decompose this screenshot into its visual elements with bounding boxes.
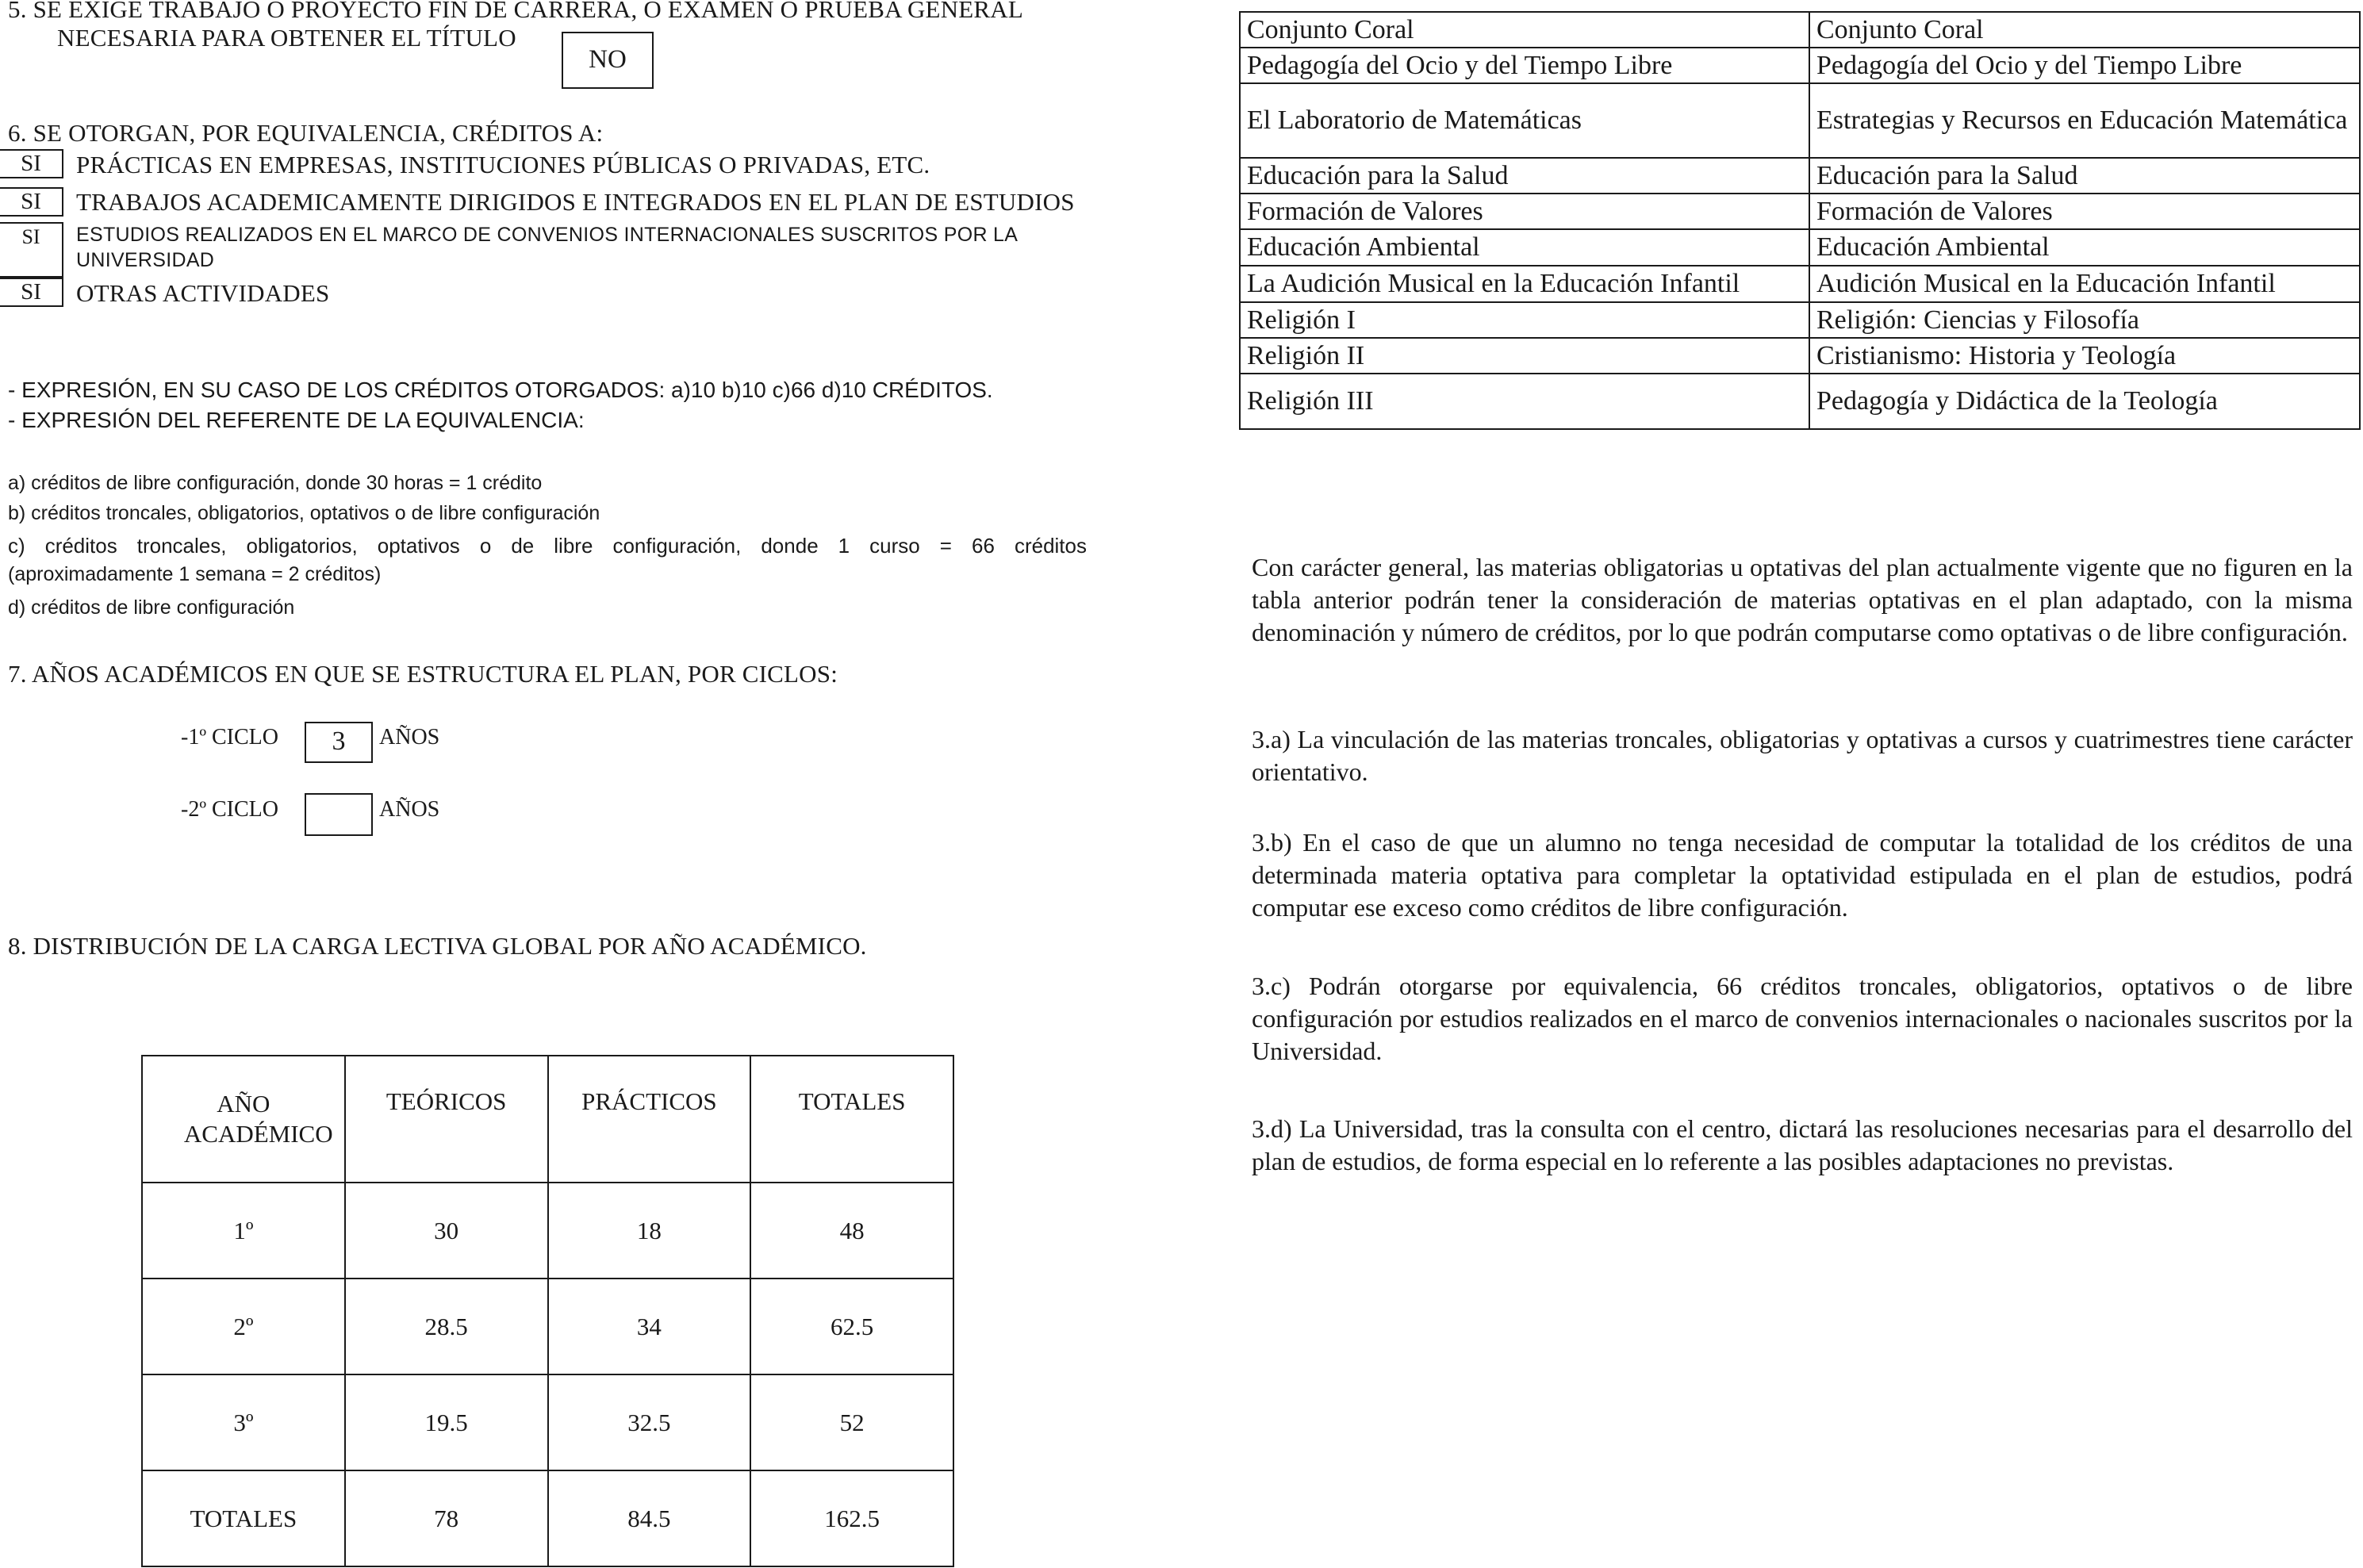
item6-expression-referent: - EXPRESIÓN DEL REFERENTE DE LA EQUIVALENCIA:: [8, 408, 585, 432]
old-subject: Pedagogía del Ocio y del Tiempo Libre: [1240, 48, 1809, 83]
practical-cell: 34: [548, 1279, 751, 1374]
table-row: [1240, 266, 2360, 302]
old-subject: Educación Ambiental: [1240, 229, 1809, 266]
cycle1-box: [305, 722, 373, 763]
total-cell: 52: [750, 1374, 953, 1470]
cycle2-label: -2º CICLO: [181, 797, 279, 822]
theoretical-cell: 30: [345, 1183, 548, 1279]
old-subject: Formación de Valores: [1240, 194, 1809, 229]
item5-line1: 5. SE EXIGE TRABAJO O PROYECTO FIN DE CARRERA, O EXAMEN O PRUEBA GENERAL: [8, 0, 1024, 23]
item6-row-3: ESTUDIOS REALIZADOS EN EL MARCO DE CONVENIOS INTERNACIONALES SUSCRITOS POR LA: [76, 224, 1018, 246]
table-row: [1240, 158, 2360, 194]
old-subject: Religión II: [1240, 338, 1809, 374]
paragraph-general: Con carácter general, las materias obligatorias u optativas del plan actualmente vigente que no figuren en la tabla anterior podrán tener la consideración de materias optativas en el plan adaptado, con la misma denominación y número de créditos, por lo que podrán computarse como optativas o de libre configuración.: [1252, 553, 2353, 646]
header-practical: PRÁCTICOS: [548, 1056, 751, 1183]
item8-heading: 8. DISTRIBUCIÓN DE LA CARGA LECTIVA GLOBAL POR AÑO ACADÉMICO.: [8, 932, 867, 960]
item5-line2: NECESARIA PARA OBTENER EL TÍTULO: [57, 24, 516, 52]
total-cell: 162.5: [750, 1470, 953, 1566]
item6-ref-b: b) créditos troncales, obligatorios, optativos o de libre configuración: [8, 502, 600, 524]
new-subject: Cristianismo: Historia y Teología: [1809, 338, 2360, 374]
item6-mark-3: SI: [0, 222, 63, 278]
year-cell: TOTALES: [142, 1470, 345, 1566]
item6-expression-credits: - EXPRESIÓN, EN SU CASO DE LOS CRÉDITOS OTORGADOS: a)10 b)10 c)66 d)10 CRÉDITOS.: [8, 378, 993, 402]
table-row: [142, 1279, 953, 1374]
paragraph-3a: 3.a) La vinculación de las materias troncales, obligatorias y optativas a cursos y cuatrimestres tiene carácter orientativo.: [1252, 725, 2353, 786]
theoretical-cell: 78: [345, 1470, 548, 1566]
item5-answer: NO: [589, 45, 627, 74]
old-subject: Religión III: [1240, 374, 1809, 429]
table-row: [1240, 12, 2360, 48]
item5-answer-box: [562, 32, 654, 89]
item6-ref-d: d) créditos de libre configuración: [8, 596, 295, 619]
table-row: [142, 1374, 953, 1470]
header-academic-year-text: AÑO ACADÉMICO: [183, 1090, 333, 1148]
paragraph-3b: 3.b) En el caso de que un alumno no tenga necesidad de computar la totalidad de los créditos de una determinada materia optativa para completar la optatividad estipulada en el plan de estudios, podrá computar ese exceso como créditos de libre configuración.: [1252, 828, 2353, 922]
table-row: [1240, 194, 2360, 229]
cycle2-unit: AÑOS: [379, 797, 440, 822]
new-subject: Formación de Valores: [1809, 194, 2360, 229]
year-cell: 1º: [142, 1183, 345, 1279]
paragraph-3d: 3.d) La Universidad, tras la consulta con el centro, dictará las resoluciones necesarias para el desarrollo del plan de estudios, de forma especial en lo referente a las posibles adaptaciones no previstas.: [1252, 1114, 2353, 1175]
total-cell: 62.5: [750, 1279, 953, 1374]
old-subject: El Laboratorio de Matemáticas: [1240, 83, 1809, 158]
new-subject: Pedagogía del Ocio y del Tiempo Libre: [1809, 48, 2360, 83]
theoretical-cell: 28.5: [345, 1279, 548, 1374]
old-subject: Conjunto Coral: [1240, 12, 1809, 48]
year-cell: 3º: [142, 1374, 345, 1470]
item6-heading: 6. SE OTORGAN, POR EQUIVALENCIA, CRÉDITOS A:: [8, 119, 604, 147]
item6-ref-a: a) créditos de libre configuración, donde 30 horas = 1 crédito: [8, 472, 543, 494]
practical-cell: 18: [548, 1183, 751, 1279]
load-table-header-row: [142, 1056, 953, 1183]
new-subject: Conjunto Coral: [1809, 12, 2360, 48]
theoretical-cell: 19.5: [345, 1374, 548, 1470]
total-cell: 48: [750, 1183, 953, 1279]
item6-mark-2: SI: [0, 187, 63, 217]
equivalence-table: [1239, 11, 2361, 430]
item6-row-3b: UNIVERSIDAD: [76, 249, 215, 271]
table-row: [1240, 374, 2360, 429]
new-subject: Educación Ambiental: [1809, 229, 2360, 266]
header-academic-year: [142, 1056, 345, 1183]
table-row: [1240, 302, 2360, 338]
table-row: [1240, 83, 2360, 158]
item6-ref-c2: (aproximadamente 1 semana = 2 créditos): [8, 563, 382, 585]
new-subject: Pedagogía y Didáctica de la Teología: [1809, 374, 2360, 429]
year-cell: 2º: [142, 1279, 345, 1374]
cycle2-box: [305, 793, 373, 836]
table-row: [1240, 338, 2360, 374]
new-subject: Religión: Ciencias y Filosofía: [1809, 302, 2360, 338]
table-row-totals: [142, 1470, 953, 1566]
new-subject: Educación para la Salud: [1809, 158, 2360, 194]
new-subject: Estrategias y Recursos en Educación Matemática: [1809, 83, 2360, 158]
item6-mark-1: SI: [0, 149, 63, 178]
header-theoretical: TEÓRICOS: [345, 1056, 548, 1183]
old-subject: La Audición Musical en la Educación Infantil: [1240, 266, 1809, 302]
table-row: [1240, 229, 2360, 266]
item6-row-2: TRABAJOS ACADEMICAMENTE DIRIGIDOS E INTEGRADOS EN EL PLAN DE ESTUDIOS: [76, 188, 1075, 216]
cycle1-label: -1º CICLO: [181, 725, 279, 749]
table-row: [1240, 48, 2360, 83]
item7-heading: 7. AÑOS ACADÉMICOS EN QUE SE ESTRUCTURA EL PLAN, POR CICLOS:: [8, 660, 838, 688]
header-totals: TOTALES: [750, 1056, 953, 1183]
academic-load-table: [141, 1055, 954, 1567]
old-subject: Educación para la Salud: [1240, 158, 1809, 194]
item6-ref-c: c) créditos troncales, obligatorios, optativos o de libre configuración, donde 1 curso = 66 créditos: [8, 534, 1087, 558]
table-row: [142, 1183, 953, 1279]
practical-cell: 84.5: [548, 1470, 751, 1566]
cycle1-value: 3: [332, 726, 346, 756]
item6-row-1: PRÁCTICAS EN EMPRESAS, INSTITUCIONES PÚBLICAS O PRIVADAS, ETC.: [76, 151, 930, 178]
paragraph-3c: 3.c) Podrán otorgarse por equivalencia, 66 créditos troncales, obligatorios, optativos o de libre configuración por estudios realizados en el marco de convenios internacionales o nacionales suscritos por la Universidad.: [1252, 972, 2353, 1065]
item6-row-4: OTRAS ACTIVIDADES: [76, 279, 330, 307]
practical-cell: 32.5: [548, 1374, 751, 1470]
item6-mark-4: SI: [0, 278, 63, 307]
old-subject: Religión I: [1240, 302, 1809, 338]
new-subject: Audición Musical en la Educación Infantil: [1809, 266, 2360, 302]
cycle1-unit: AÑOS: [379, 725, 440, 749]
